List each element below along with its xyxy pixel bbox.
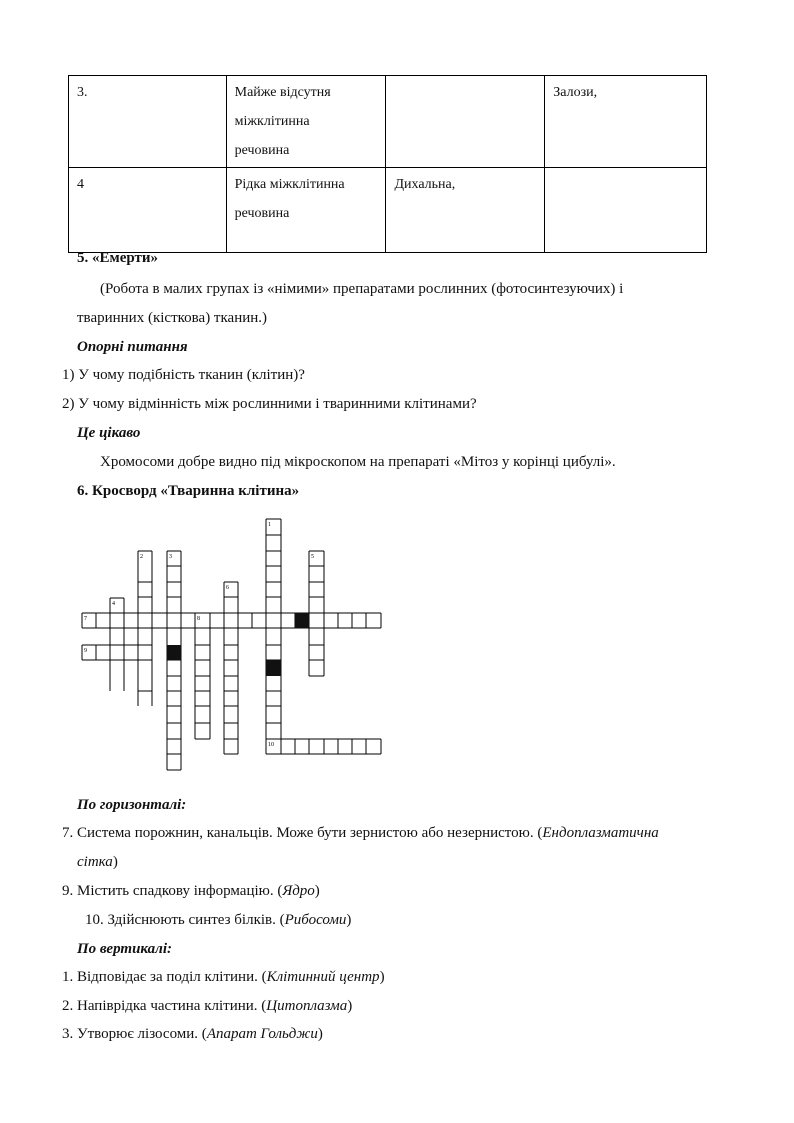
clue-text: 9. Містить спадкову інформацію. ( — [62, 883, 283, 899]
crossword-number: 6 — [226, 585, 229, 591]
interesting-text: Хромосоми добре видно під мікроскопом на препараті «Мітоз у корінці цибулі». — [100, 454, 616, 470]
support-question: 1) У чому подібність тканин (клітин)? — [62, 367, 305, 383]
clue-horizontal-9 — [62, 881, 320, 901]
table-cell — [545, 168, 707, 253]
clue-text: 1. Відповідає за поділ клітини. ( — [62, 969, 267, 985]
clue-horizontal-7-cont — [77, 852, 118, 872]
crossword-black-cell — [167, 645, 181, 660]
section-6-heading: 6. Кросворд «Тваринна клітина» — [77, 483, 300, 499]
vertical-clues-heading: По вертикалі: — [77, 941, 172, 957]
tissue-table — [68, 75, 707, 253]
table-cell: Майже відсутня міжклітинна речовина — [226, 76, 386, 168]
table-cell: Залози, — [545, 76, 707, 168]
table-row — [69, 76, 707, 168]
table-cell: 4 — [69, 168, 227, 253]
table-cell: Дихальна, — [386, 168, 545, 253]
crossword-number: 1 — [268, 522, 271, 528]
support-questions-heading: Опорні питання — [77, 339, 188, 355]
clue-vertical-1 — [62, 967, 385, 987]
table-cell: Рідка міжклітинна речовина — [226, 168, 386, 253]
clue-vertical-2 — [62, 996, 352, 1016]
clue-answer: Цитоплазма — [266, 998, 348, 1014]
clue-answer: Ядро — [282, 883, 315, 899]
crossword-number: 9 — [84, 648, 87, 654]
clue-answer: сітка — [77, 854, 113, 870]
clue-close: ) — [347, 998, 353, 1014]
clue-text: 3. Утворює лізосоми. ( — [62, 1026, 207, 1042]
clue-close: ) — [379, 969, 385, 985]
clue-answer: Рибосоми — [284, 912, 347, 928]
interesting-heading: Це цікаво — [77, 425, 141, 441]
crossword-number: 2 — [140, 554, 143, 560]
section-5-paragraph-line: (Робота в малих групах із «німими» препаратами рослинних (фотосинтезуючих) і — [100, 281, 624, 297]
table-cell — [386, 76, 545, 168]
clue-answer: Клітинний центр — [266, 969, 380, 985]
crossword-number: 7 — [84, 616, 87, 622]
clue-close: ) — [314, 883, 320, 899]
crossword-number: 5 — [311, 554, 314, 560]
clue-answer: Ендоплазматична — [542, 825, 659, 841]
crossword-number: 3 — [169, 554, 172, 560]
crossword-number: 4 — [112, 601, 115, 607]
clue-text: 10. Здійснюють синтез білків. ( — [85, 912, 285, 928]
table-row — [69, 168, 707, 253]
clue-text: 2. Напіврідка частина клітини. ( — [62, 998, 267, 1014]
clue-close: ) — [112, 854, 118, 870]
section-5-paragraph-line: тваринних (кісткова) тканин.) — [77, 310, 268, 326]
section-5-heading: 5. «Емерти» — [77, 250, 159, 266]
crossword-number: 8 — [197, 616, 200, 622]
horizontal-clues-heading: По горизонталі: — [77, 797, 187, 813]
clue-close: ) — [317, 1026, 323, 1042]
crossword-number: 10 — [268, 742, 274, 748]
clue-vertical-3 — [62, 1024, 323, 1044]
support-question: 2) У чому відмінність між рослинними і тваринними клітинами? — [62, 396, 477, 412]
clue-horizontal-7 — [62, 823, 659, 843]
clue-answer: Апарат Гольджи — [206, 1026, 318, 1042]
crossword-black-cell — [266, 660, 281, 676]
clue-close: ) — [346, 912, 352, 928]
table-cell: 3. — [69, 76, 227, 168]
clue-text: 7. Система порожнин, канальців. Може бути зернистою або незернистою. ( — [62, 825, 543, 841]
crossword-black-cell — [295, 613, 309, 628]
clue-horizontal-10 — [85, 910, 351, 930]
